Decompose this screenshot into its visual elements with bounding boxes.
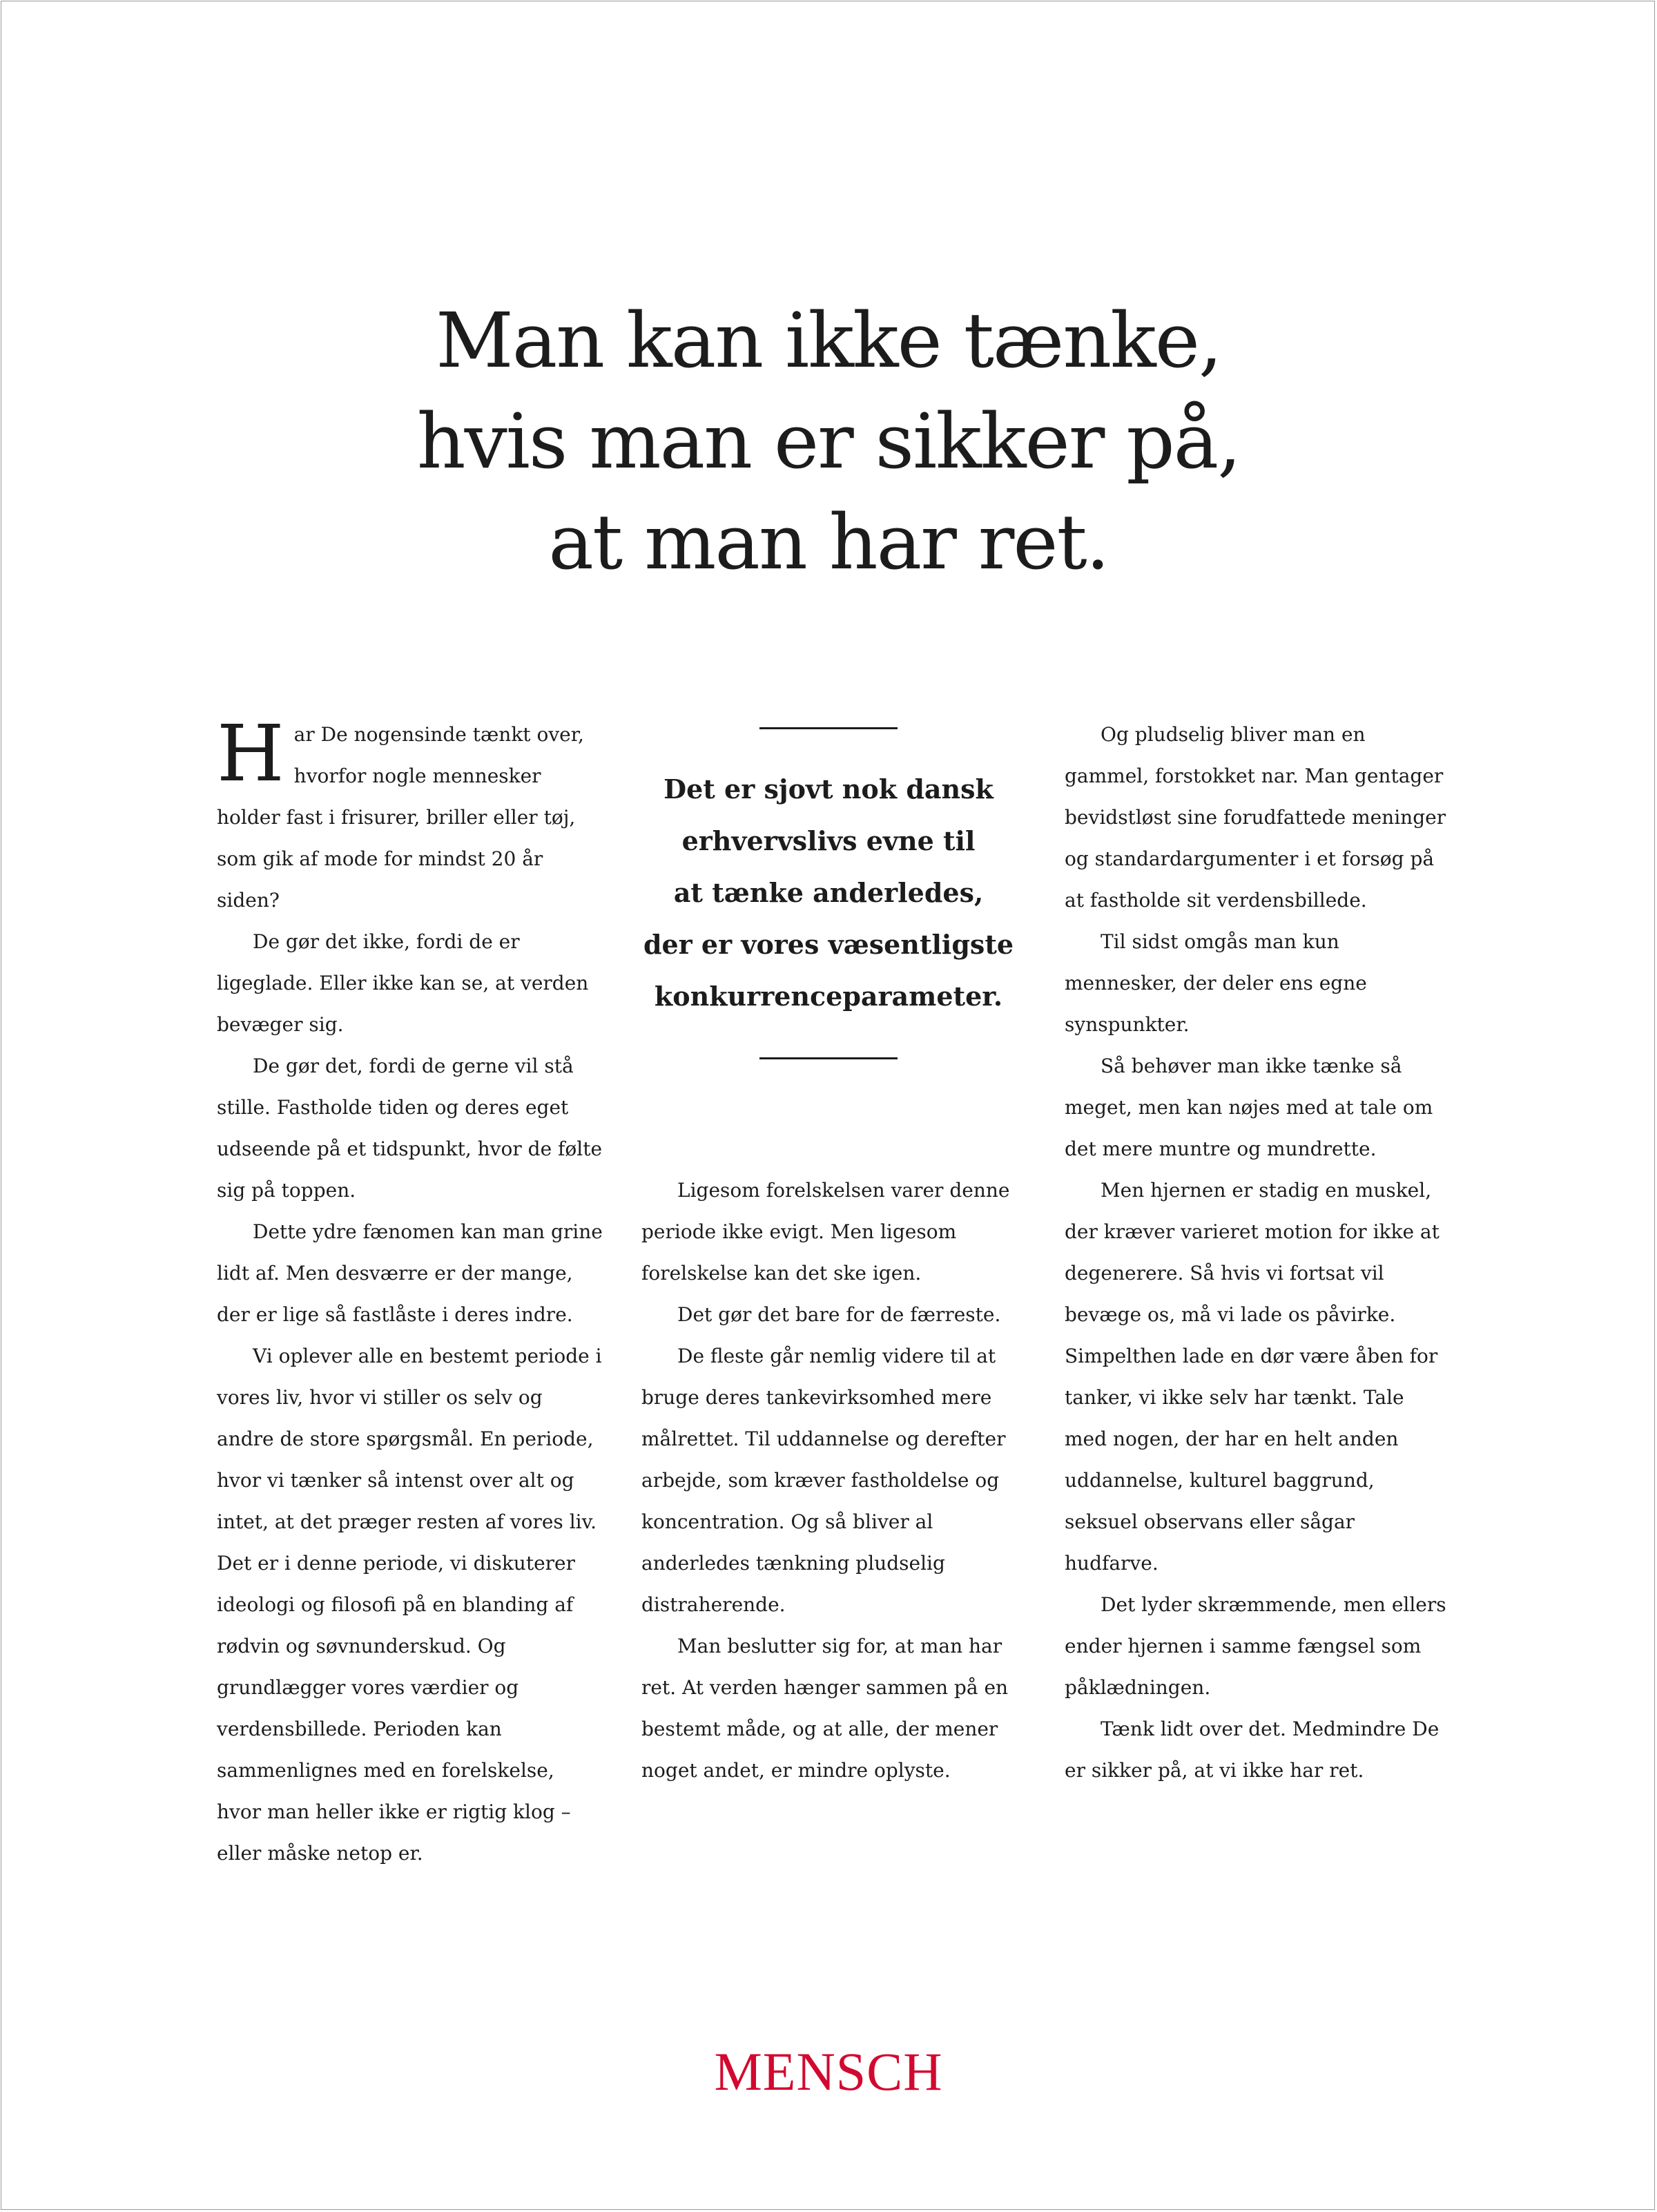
headline-line: at man har ret. (548, 498, 1109, 586)
pull-quote (621, 763, 1036, 1022)
paragraph: Til sidst omgås man kun mennesker, der deler ens egne synspunkter. (1065, 930, 1367, 1036)
headline-line: Man kan ikke tænke, (436, 296, 1221, 385)
paragraph: ar De nogensinde tænkt over, hvorfor nogle mennesker holder fast i frisurer, briller eller tøj, som gik af mode for mindst 20 år siden? (217, 723, 584, 912)
pull-quote-line: konkurrenceparameter. (654, 981, 1003, 1012)
headline-line: hvis man er sikker på, (416, 397, 1241, 485)
paragraph: Tænk lidt over det. Medmindre De er sikker på, at vi ikke har ret. (1065, 1718, 1440, 1782)
paragraph: De gør det ikke, fordi de er ligeglade. Eller ikke kan se, at verden bevæger sig. (217, 930, 589, 1036)
drop-cap: H (217, 709, 284, 799)
paragraph: Det gør det bare for de færreste. (677, 1303, 1001, 1326)
middle-column (641, 1170, 1028, 1791)
pull-quote-line: Det er sjovt nok dansk (663, 773, 994, 805)
paragraph: Ligesom forelskelsen varer denne periode ikke evigt. Men ligesom forelskelse kan det ske igen. (641, 1179, 1010, 1285)
pull-quote-top-rule (759, 727, 898, 729)
paragraph: Vi oplever alle en bestemt periode i vores liv, hvor vi stiller os selv og andre de store spørgsmål. En periode, hvor vi tænker så intenst over alt og intet, at det præger resten af vores liv. Det er i denne periode, vi diskuterer ideologi og filosofi på en blanding af rødvin og søvnunderskud. Og grundlægger vores værdier og verdensbillede. Perioden kan sammenlignes med en forelskelse, hvor man heller ikke er rigtig klog – eller måske netop er. (217, 1345, 602, 1865)
paragraph: De fleste går nemlig videre til at bruge deres tankevirksomhed mere målrettet. Til uddannelse og derefter arbejde, som kræver fastholdelse og koncentration. Og så bliver al anderledes tænkning pludselig distraherende. (641, 1345, 1006, 1616)
mensch-logo: MENSCH (714, 2041, 943, 2102)
pull-quote-line: at tænke anderledes, (673, 877, 984, 908)
headline (0, 290, 1657, 593)
pull-quote-line: erhvervslivs evne til (681, 825, 976, 856)
paragraph: Dette ydre fænomen kan man grine lidt af. Men desværre er der mange, der er lige så fastlåste i deres indre. (217, 1220, 603, 1326)
paragraph: Og pludselig bliver man en gammel, forstokket nar. Man gentager bevidstløst sine forudfattede meninger og standardargumenter i et forsøg på at fastholde sit verdensbillede. (1065, 723, 1446, 912)
paragraph: Man beslutter sig for, at man har ret. At verden hænger sammen på en bestemt måde, og at alle, der mener noget andet, er mindre oplyste. (641, 1635, 1009, 1782)
pull-quote-bottom-rule (759, 1057, 898, 1059)
left-column (217, 709, 603, 1874)
right-column (1065, 714, 1451, 1791)
pull-quote-line: der er vores væsentligste (643, 929, 1014, 960)
paragraph: De gør det, fordi de gerne vil stå stille. Fastholde tiden og deres eget udseende på et tidspunkt, hvor de følte sig på toppen. (217, 1055, 603, 1202)
paragraph: Men hjernen er stadig en muskel, der kræver varieret motion for ikke at degenerere. Så hvis vi fortsat vil bevæge os, må vi lade os påvirke. Simpelthen lade en dør være åben for tanker, vi ikke selv har tænkt. Tale med nogen, der har en helt anden uddannelse, kulturel baggrund, seksuel observans eller sågar hudfarve. (1065, 1179, 1440, 1575)
paragraph: Så behøver man ikke tænke så meget, men kan nøjes med at tale om det mere muntre og mundrette. (1065, 1055, 1433, 1160)
paragraph: Det lyder skræmmende, men ellers ender hjernen i samme fængsel som påklædningen. (1065, 1593, 1446, 1699)
